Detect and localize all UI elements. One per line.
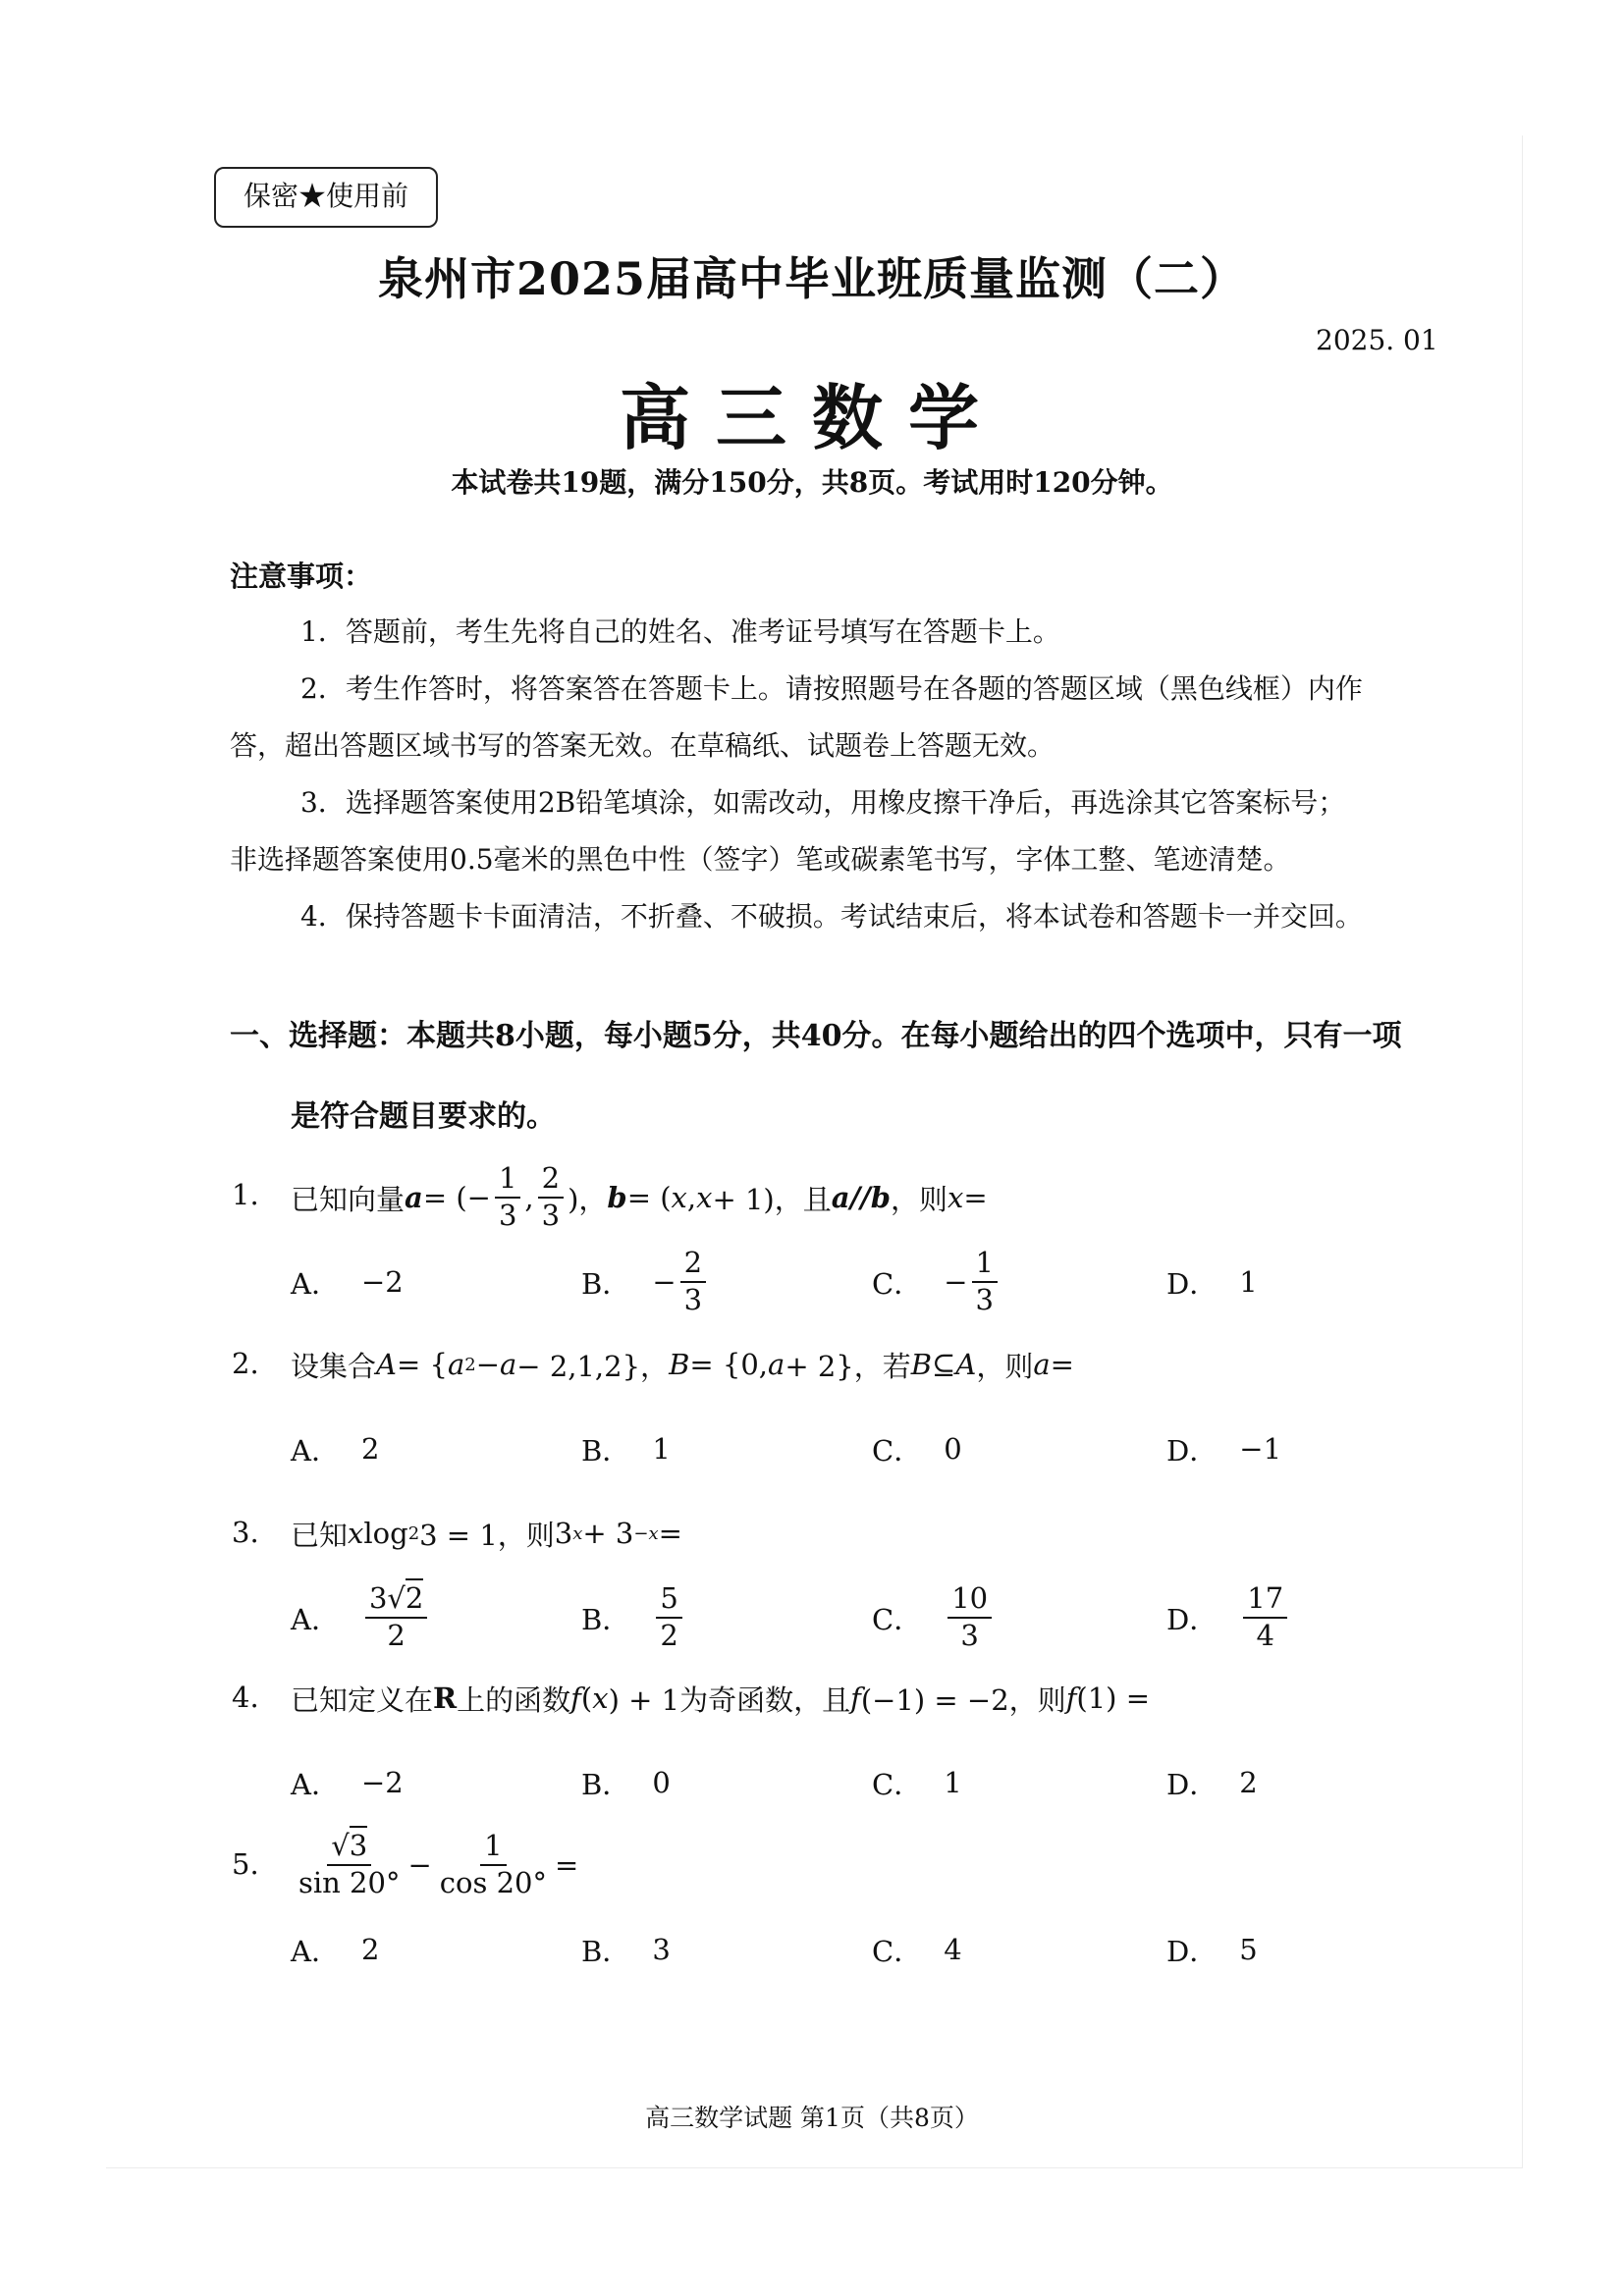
page-footer: 高三数学试题 第1页（共8页）: [645, 2104, 979, 2132]
option-a: [291, 1419, 379, 1478]
var-x: x: [671, 1181, 687, 1214]
option-d: [1166, 1253, 1258, 1311]
radicand: 3: [350, 1826, 367, 1862]
parallel-symbol: //: [849, 1181, 871, 1214]
option-c: [872, 1920, 962, 1979]
stem-text: 设集合: [291, 1349, 377, 1383]
option-label: D．: [1166, 1266, 1218, 1301]
confidential-stamp: 保密★使用前: [214, 167, 438, 228]
fraction: [365, 1583, 427, 1652]
option-label: C．: [872, 1934, 923, 1968]
stem-text: = {0,: [689, 1348, 769, 1381]
var-a: a: [447, 1348, 465, 1381]
exam-info: 本试卷共19题，满分150分，共8页。考试用时120分钟。: [451, 466, 1173, 499]
frac-den: 2: [387, 1619, 406, 1652]
stem-text: =: [963, 1181, 988, 1214]
option-label: C．: [872, 1767, 923, 1801]
frac-den: 4: [1256, 1619, 1274, 1652]
option-text: −1: [1239, 1432, 1282, 1466]
frac-den: 2: [660, 1619, 678, 1652]
notice-line: 答，超出答题区域书写的答案无效。在草稿纸、试题卷上答题无效。: [230, 729, 1056, 762]
frac-den: cos 20°: [439, 1866, 547, 1899]
sqrt-symbol: √3: [331, 1831, 367, 1862]
var-x: x: [348, 1517, 364, 1550]
var-a: a: [500, 1348, 517, 1381]
stem-text: =: [658, 1517, 682, 1550]
frac-den: 3: [541, 1199, 561, 1232]
subject-title: 高三数学: [619, 376, 1004, 459]
notice-line: 1．答题前，考生先将自己的姓名、准考证号填写在答题卡上。: [300, 615, 1060, 648]
stem-text: ，则: [976, 1349, 1034, 1383]
stem-text: log: [363, 1517, 408, 1550]
option-label: D．: [1166, 1602, 1218, 1636]
option-c: [872, 1243, 1001, 1321]
option-d: [1166, 1920, 1258, 1979]
real-numbers-symbol: R: [433, 1682, 458, 1715]
option-text: 3: [652, 1933, 671, 1966]
question-stem: [291, 1158, 988, 1237]
frac-num: 1: [495, 1163, 520, 1199]
fraction: [436, 1831, 551, 1899]
stem-text: −: [475, 1348, 500, 1381]
exam-date: 2025. 01: [1316, 324, 1438, 356]
option-text: 2: [360, 1432, 380, 1466]
notice-line: 2．考生作答时，将答案答在答题卡上。请按照题号在各题的答题区域（黑色线框）内作: [300, 672, 1363, 705]
stem-text: ) + 1为奇函数，且: [608, 1682, 851, 1717]
func-f: f: [850, 1682, 861, 1715]
func-f: f: [570, 1682, 581, 1715]
set-A: A: [955, 1348, 977, 1381]
option-text: 0: [944, 1432, 962, 1466]
option-label: A．: [291, 1602, 340, 1636]
stem-text: 上的函数: [457, 1682, 571, 1717]
option-label: A．: [291, 1767, 340, 1801]
notice-line: 3．选择题答案使用2B铅笔填涂，如需改动，用橡皮擦干净后，再选涂其它答案标号；: [300, 786, 1346, 819]
vector-a: a: [831, 1181, 850, 1214]
stem-text: 已知定义在: [291, 1682, 434, 1717]
stem-text: − 2,1,2}，: [516, 1349, 670, 1383]
set-A: A: [376, 1348, 397, 1381]
option-b: [581, 1920, 671, 1979]
option-label: B．: [581, 1266, 631, 1301]
option-label: C．: [872, 1602, 923, 1636]
fraction: [295, 1831, 404, 1899]
var-a: a: [768, 1348, 785, 1381]
stem-text: (−1) = −2，则: [860, 1682, 1066, 1717]
stem-text: ,: [686, 1181, 697, 1214]
option-a: [291, 1253, 404, 1311]
option-label: D．: [1166, 1767, 1218, 1801]
notice-line: 4．保持答题卡卡面清洁，不折叠、不破损。考试结束后，将本试卷和答题卡一并交回。: [300, 900, 1363, 933]
stem-text: 3 = 1，则: [419, 1518, 555, 1552]
option-label: C．: [872, 1433, 923, 1468]
option-c: [872, 1576, 996, 1659]
stem-text: = (−: [422, 1181, 491, 1214]
frac-num: [327, 1831, 371, 1866]
coef: 3: [368, 1581, 388, 1616]
log-base: 2: [407, 1522, 420, 1544]
stem-text: )，: [568, 1182, 608, 1216]
var-x: x: [592, 1682, 609, 1715]
fraction: [495, 1163, 520, 1232]
option-c: [872, 1753, 962, 1812]
option-a: [291, 1753, 404, 1812]
frac-den: 3: [683, 1283, 703, 1316]
var-a: a: [1033, 1348, 1051, 1381]
fraction: [656, 1583, 681, 1652]
stem-text: = (: [626, 1181, 672, 1214]
vector-a: a: [405, 1181, 423, 1214]
frac-den: sin 20°: [298, 1866, 401, 1899]
question-number: 4.: [232, 1681, 259, 1714]
sqrt-symbol: √2: [387, 1583, 423, 1615]
stem-text: 已知: [291, 1518, 349, 1552]
section-heading-cont: 是符合题目要求的。: [291, 1099, 556, 1134]
option-text: 1: [652, 1432, 671, 1466]
option-text: −2: [360, 1766, 404, 1799]
func-f: f: [1065, 1682, 1077, 1715]
fraction: [972, 1248, 998, 1316]
option-label: B．: [581, 1934, 631, 1968]
stem-text: + 2}，若: [785, 1349, 911, 1383]
option-b: [581, 1753, 671, 1812]
stem-text: =: [554, 1848, 579, 1882]
notice-line: 非选择题答案使用0.5毫米的黑色中性（签字）笔或碳素笔书写，字体工整、笔迹清楚。: [230, 843, 1291, 876]
option-text: 5: [1239, 1933, 1258, 1966]
frac-num: 5: [656, 1583, 681, 1619]
option-a: [291, 1920, 379, 1979]
frac-num: [365, 1583, 427, 1619]
frac-den: 3: [975, 1283, 994, 1316]
question-stem: [291, 1504, 682, 1563]
set-B: B: [910, 1348, 933, 1381]
frac-num: 2: [680, 1248, 706, 1283]
option-sign: −: [652, 1265, 677, 1299]
option-text: −2: [360, 1265, 404, 1299]
stem-text: (1) =: [1076, 1682, 1151, 1715]
stem-text: = {: [396, 1348, 448, 1381]
option-label: A．: [291, 1934, 340, 1968]
option-c: [872, 1419, 962, 1478]
question-stem: [291, 1824, 578, 1906]
fraction: [947, 1583, 992, 1652]
frac-num: 2: [538, 1163, 564, 1199]
option-text: 2: [1239, 1766, 1258, 1799]
fraction: [1243, 1583, 1287, 1652]
option-text: 4: [944, 1933, 962, 1966]
question-stem: [291, 1335, 1074, 1394]
stem-text: + 1)，且: [712, 1182, 832, 1216]
stem-text: −: [407, 1848, 432, 1882]
option-label: B．: [581, 1767, 631, 1801]
option-d: [1166, 1753, 1258, 1812]
option-b: [581, 1419, 671, 1478]
frac-num: 17: [1243, 1583, 1287, 1619]
var-x: x: [947, 1181, 964, 1214]
option-a: [291, 1576, 431, 1659]
vector-b: b: [870, 1181, 892, 1214]
question-number: 2.: [232, 1347, 259, 1380]
section-heading: 一、选择题：本题共8小题，每小题5分，共40分。在每小题给出的四个选项中，只有一项: [230, 1019, 1402, 1053]
option-d: [1166, 1576, 1291, 1659]
question-number: 5.: [232, 1847, 259, 1881]
subset-symbol: ⊆: [932, 1348, 956, 1381]
var-x: x: [696, 1181, 713, 1214]
frac-num: 10: [947, 1583, 992, 1619]
option-label: D．: [1166, 1433, 1218, 1468]
fraction: [538, 1163, 564, 1232]
stem-text: 已知向量: [291, 1182, 406, 1216]
option-b: [581, 1576, 686, 1659]
option-label: D．: [1166, 1934, 1218, 1968]
radicand: 2: [406, 1578, 423, 1615]
option-label: C．: [872, 1266, 923, 1301]
stem-text: 3: [554, 1517, 573, 1550]
question-number: 1.: [232, 1178, 259, 1211]
frac-num: 1: [480, 1831, 506, 1866]
exponent: 2: [464, 1354, 476, 1375]
exponent: x: [572, 1522, 583, 1544]
option-sign: −: [944, 1265, 968, 1299]
notice-heading: 注意事项：: [230, 560, 373, 593]
option-text: 0: [652, 1766, 671, 1799]
frac-den: 3: [960, 1619, 979, 1652]
stem-text: ，则: [891, 1182, 948, 1216]
question-stem: [291, 1669, 1150, 1728]
option-text: 1: [944, 1766, 962, 1799]
fraction: [680, 1248, 706, 1316]
frac-den: 3: [498, 1199, 517, 1232]
exponent: −x: [633, 1522, 659, 1544]
stem-text: + 3: [582, 1517, 634, 1550]
stem-text: =: [1050, 1348, 1074, 1381]
stem-text: ,: [524, 1181, 534, 1214]
question-number: 3.: [232, 1516, 259, 1549]
set-B: B: [669, 1348, 690, 1381]
option-text: 1: [1239, 1265, 1258, 1299]
frac-num: 1: [972, 1248, 998, 1283]
option-label: B．: [581, 1433, 631, 1468]
stem-text: (: [580, 1682, 593, 1715]
option-b: [581, 1243, 710, 1321]
exam-title: 泉州市2025届高中毕业班质量监测（二）: [377, 252, 1247, 305]
option-text: 2: [360, 1933, 380, 1966]
option-label: A．: [291, 1266, 340, 1301]
option-label: B．: [581, 1602, 631, 1636]
option-label: A．: [291, 1433, 340, 1468]
vector-b: b: [607, 1181, 627, 1214]
option-d: [1166, 1419, 1281, 1478]
